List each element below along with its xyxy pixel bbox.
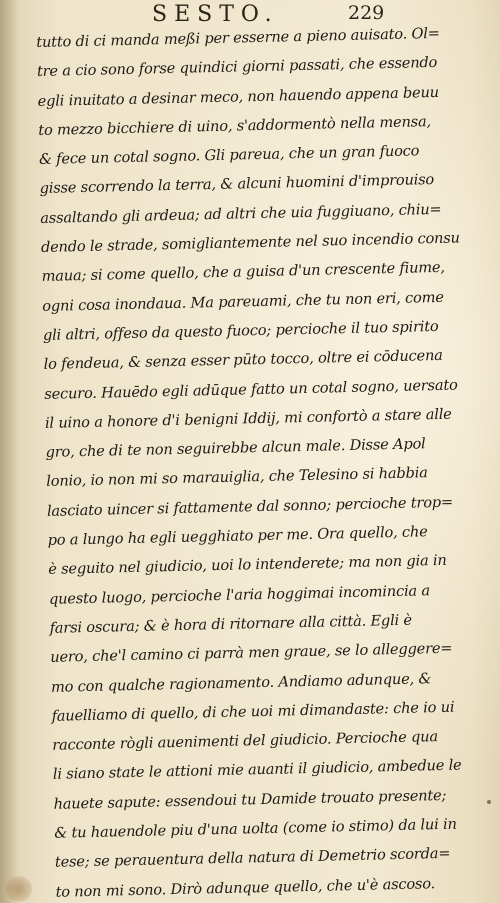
text-line: & fece un cotal sogno. Gli pareua, che un gran fuoco — [38, 142, 420, 169]
text-line: assaltando gli ardeua; ad altri che uia fuggiuano, chiu= — [40, 200, 442, 227]
text-line: tre a cio sono forse quindici giorni passati, che essendo — [36, 54, 438, 81]
text-line: lonio, io non mi so marauiglia, che Telesino si habbia — [46, 464, 428, 491]
text-line: è seguito nel giudicio, uoi lo intenderete; ma non gia in — [48, 552, 447, 579]
text-line: lo fendeua, & senza esser pūto tocco, oltre ei cōducena — [43, 347, 443, 374]
paper-stain — [6, 876, 32, 902]
text-line: hauete sapute: essendoui tu Damide trouato presente; — [53, 786, 447, 813]
text-line: questo luogo, percioche l'aria hoggimai incomincia a — [48, 581, 431, 608]
text-line: tutto di ci manda meßi per esserne a pieno auisato. Ol= — [36, 24, 440, 51]
text-line: gli altri, offeso da questo fuoco; percioche il tuo spirito — [42, 317, 439, 344]
text-line: po a lungo ha egli uegghiato per me. Ora quello, che — [47, 523, 428, 549]
text-line: gro, che di te non seguirebbe alcun male. Disse Apol — [45, 435, 426, 462]
text-line: dendo le strade, somigliantemente nel suo incendio consu — [40, 229, 460, 257]
text-line: farsi oscura; & è hora di ritornare alla città. Egli è — [49, 611, 413, 637]
running-head: SESTO. — [152, 2, 279, 27]
ink-speck — [487, 800, 491, 804]
text-line: il uino a honore d'i benigni Iddij, mi confortò a stare alle — [44, 405, 452, 432]
text-line: tese; se perauentura della natura di Demetrio scorda= — [54, 845, 451, 872]
text-line: uero, che'l camino ci parrà men graue, se lo alleggere= — [50, 639, 453, 667]
text-line: racconte rògli auenimenti del giudicio. Percioche qua — [52, 728, 439, 754]
text-line: to mezzo bicchiere di uino, s'addormentò nella mensa, — [38, 112, 432, 139]
text-line: & tu hauendole piu d'una uolta (come io stimo) da lui in — [54, 815, 457, 842]
gutter-shadow — [0, 0, 18, 903]
text-line: ogni cosa inondaua. Ma pareuami, che tu non eri, come — [42, 288, 444, 315]
body-text — [36, 19, 468, 903]
text-line: lasciato uincer si fattamente dal sonno; percioche trop= — [46, 493, 454, 520]
page-number: 229 — [348, 2, 385, 24]
text-line: to non mi sono. Dirò adunque quello, che u'è ascoso. — [55, 874, 436, 901]
text-line: mo con qualche ragionamento. Andiamo adunque, & — [50, 669, 432, 696]
text-line: fauelliamo di quello, di che uoi mi dimandaste: che io ui — [51, 698, 455, 725]
text-line: securo. Hauēdo egli adūque fatto un cotal sogno, uersato — [44, 376, 458, 403]
text-line: egli inuitato a desinar meco, non hauendo appena beuu — [37, 83, 440, 110]
text-line: gisse scorrendo la terra, & alcuni huomini d'improuiso — [39, 171, 435, 198]
text-line: li siano state le attioni mie auanti il giudicio, ambedue le — [52, 756, 462, 784]
text-line: maua; si come quello, che a guisa d'un crescente fiume, — [41, 259, 446, 286]
